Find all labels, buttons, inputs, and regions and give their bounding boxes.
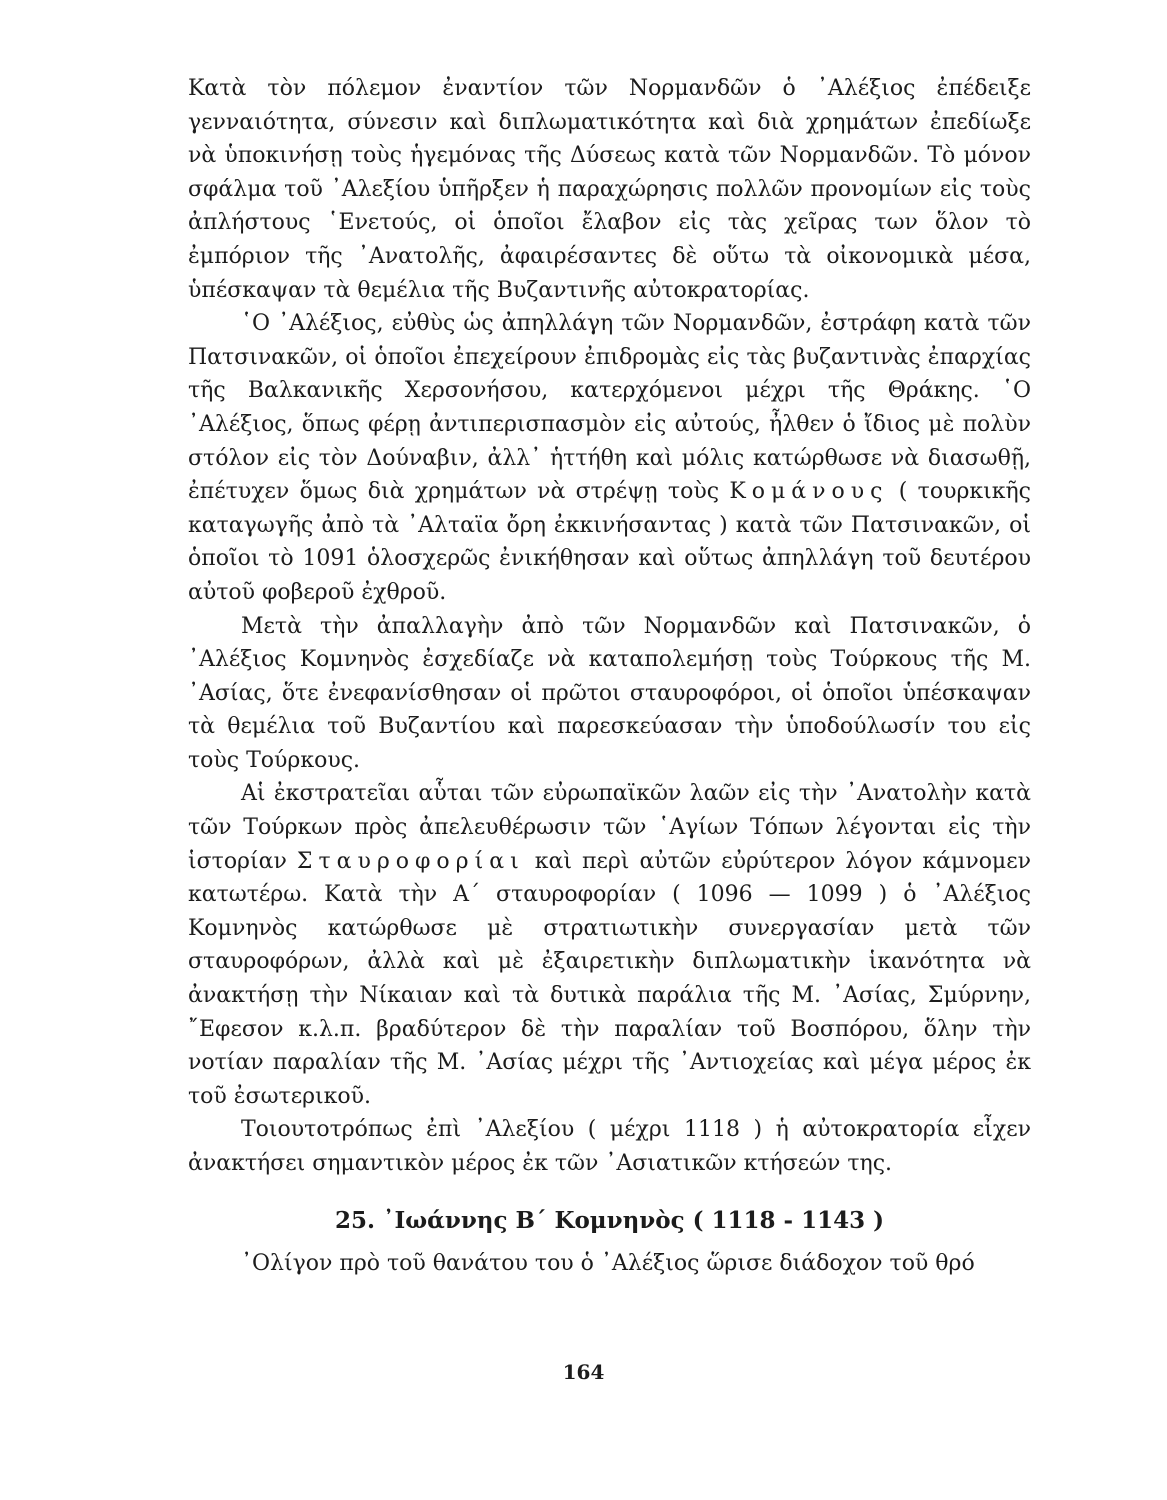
emphasized-term-cumans: Κομάνους (729, 479, 889, 505)
page-number: 164 (562, 1360, 605, 1384)
paragraph-text: ( τουρκικῆς καταγωγῆς ἀπὸ τὰ ᾿Αλταϊα ὄρη ἐκκινήσαντας ) κατὰ τῶν Πατσινακῶν, οἱ ὁποῖοι τὸ 1091 ὁλοσχερῶς ἐνικήθησαν καὶ οὕτως ἀπηλλάγη τοῦ δευτέρου αὐτοῦ φοβεροῦ ἐχθροῦ. (188, 479, 1032, 605)
paragraph-text: καὶ περὶ αὐτῶν εὐρύτερον λόγον κάμνομεν κατωτέρω. Κατὰ τὴν Α΄ σταυροφορίαν ( 1096 — 1099 ) ὁ ᾿Αλέξιος Κομνηνὸς κατώρθωσε μὲ στρατιωτικὴν συνεργασίαν μετὰ τῶν σταυροφόρων, ἀλλὰ καὶ μὲ ἐξαιρετικὴν διπλωματικὴν ἱκανότητα νὰ ἀνακτήσῃ τὴν Νίκαιαν καὶ τὰ δυτικὰ παράλια τῆς Μ. ᾿Ασίας, Σμύρνην, ῎Εφεσον κ.λ.π. βραδύτερον δὲ τὴν παραλίαν τοῦ Βοσπόρου, ὅλην τὴν νοτίαν παραλίαν τῆς Μ. ᾿Ασίας μέχρι τῆς ᾿Αντιοχείας καὶ μέγα μέρος ἐκ τοῦ ἐσωτερικοῦ. (188, 848, 1032, 1109)
paragraph-text: Μετὰ τὴν ἀπαλλαγὴν ἀπὸ τῶν Νορμανδῶν καὶ Πατσινακῶν, ὁ ᾿Αλέξιος Κομνηνὸς ἐσχεδίαζε νὰ καταπολεμήσῃ τοὺς Τούρκους τῆς Μ. ᾿Ασίας, ὅτε ἐνεφανίσθησαν οἱ πρῶτοι σταυροφόροι, οἱ ὁποῖοι ὑπέσκαψαν τὰ θεμέλια τοῦ Βυζαντίου καὶ παρεσκεύασαν τὴν ὑποδούλωσίν του εἰς τοὺς Τούρκους. (188, 613, 1031, 773)
paragraph-crusades (188, 777, 1031, 1113)
paragraph-text: Κατὰ τὸν πόλεμον ἐναντίον τῶν Νορμανδῶν ὁ ᾿Αλέξιος ἐπέδειξε γενναιότητα, σύνεσιν καὶ διπλωματικότητα καὶ διὰ χρημάτων ἐπεδίωξε νὰ ὑποκινήσῃ τοὺς ἡγεμόνας τῆς Δύσεως κατὰ τῶν Νορμανδῶν. Τὸ μόνον σφάλμα τοῦ ᾿Αλεξίου ὑπῆρξεν ἡ παραχώρησις πολλῶν προνομίων εἰς τοὺς ἀπλήστους ῾Ενετούς, οἱ ὁποῖοι ἔλαβον εἰς τὰς χεῖρας των ὅλον τὸ ἐμπόριον τῆς ᾿Ανατολῆς, ἀφαιρέσαντες δὲ οὕτω τὰ οἰκονομικὰ μέσα, ὑπέσκαψαν τὰ θεμέλια τῆς Βυζαντινῆς αὐτοκρατορίας. (188, 76, 1031, 303)
paragraph-text: ᾿Ολίγον πρὸ τοῦ θανάτου του ὁ ᾿Αλέξιος ὥρισε διάδοχον τοῦ θρό (241, 1250, 975, 1276)
paragraph-text: ῾Ο ᾿Αλέξιος, εὐθὺς ὡς ἀπηλλάγη τῶν Νορμανδῶν, ἐστράφη κατὰ τῶν Πατσινακῶν, οἱ ὁποῖοι ἐπεχείρουν ἐπιδρομὰς εἰς τὰς βυζαντινὰς ἐπαρχίας τῆς Βαλκανικῆς Χερσονήσου, κατερχόμενοι μέχρι τῆς Θράκης. ῾Ο ᾿Αλέξιος, ὅπως φέρῃ ἀντιπερισπασμὸν εἰς αὐτούς, ἦλθεν ὁ ἴδιος μὲ πολὺν στόλον εἰς τὸν Δούναβιν, ἀλλ᾿ ἡττήθη καὶ μόλις κατώρθωσε νὰ διασωθῇ, ἐπέτυχεν ὅμως διὰ χρημάτων νὰ στρέψῃ τοὺς (188, 311, 1031, 505)
page-body (188, 72, 1031, 1280)
paragraph-patzinaks (188, 307, 1031, 609)
paragraph-crusaders (188, 610, 1031, 778)
paragraph-succession (188, 1247, 1031, 1281)
paragraph-normans (188, 72, 1031, 307)
paragraph-summary (188, 1113, 1031, 1180)
emphasized-term-crusades: Σταυροφορίαι (296, 848, 525, 874)
section-heading: 25. ᾿Ιωάννης Β΄ Κομνηνὸς ( 1118 - 1143 ) (334, 1206, 884, 1234)
paragraph-text: Αἱ ἐκστρατεῖαι αὗται τῶν εὐρωπαϊκῶν λαῶν εἰς τὴν ᾿Ανατολὴν κατὰ τῶν Τούρκων πρὸς ἀπελευθέρωσιν τῶν ῾Αγίων Τόπων λέγονται εἰς τὴν ἱστορίαν (188, 781, 1031, 874)
paragraph-text: Τοιουτοτρόπως ἐπὶ ᾿Αλεξίου ( μέχρι 1118 ) ἡ αὐτοκρατορία εἶχεν ἀνακτήσει σημαντικὸν μέρος ἐκ τῶν ᾿Ασιατικῶν κτήσεών της. (188, 1117, 1031, 1176)
